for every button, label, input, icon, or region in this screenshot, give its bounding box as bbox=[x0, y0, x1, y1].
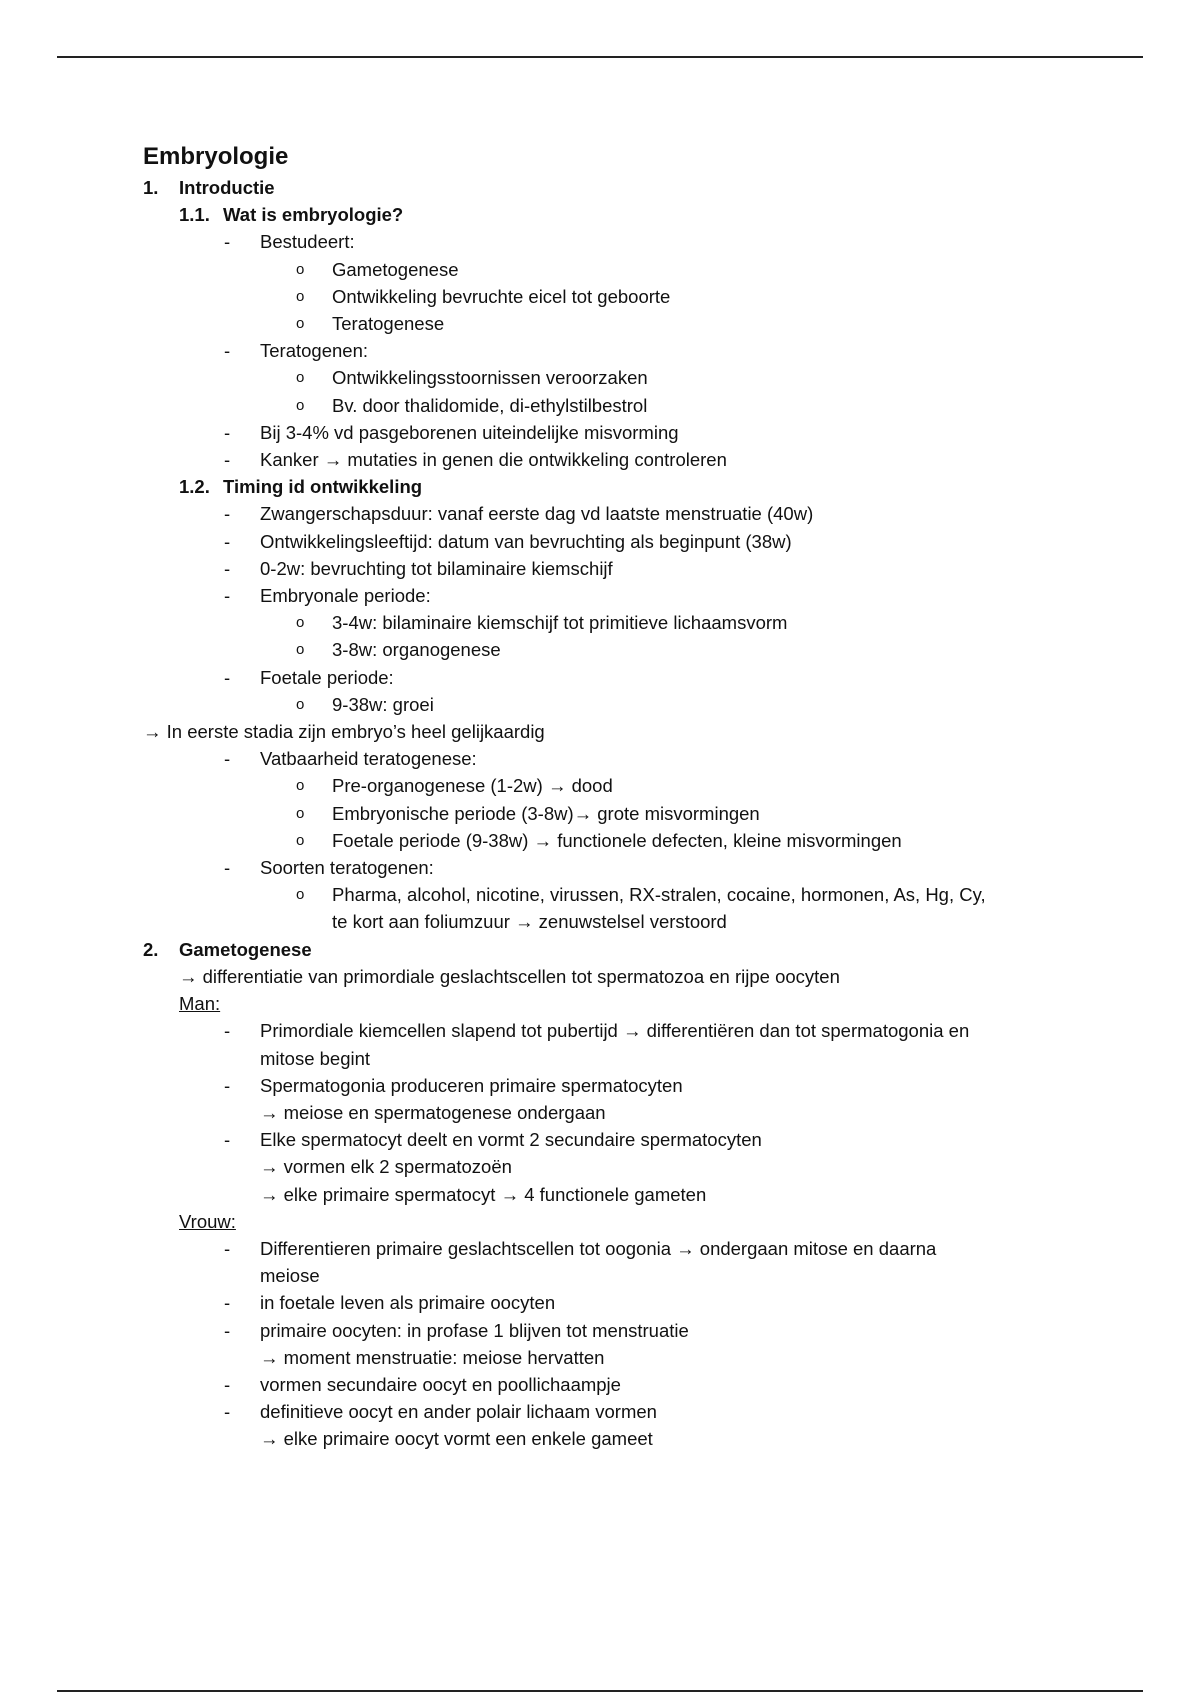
page-title: Embryologie bbox=[143, 143, 289, 170]
dash-bullet-icon: - bbox=[224, 530, 231, 552]
list-item: - Bestudeert: bbox=[143, 228, 1083, 255]
circle-bullet-icon: o bbox=[296, 695, 305, 713]
list-item-continuation: → meiose en spermatogenese ondergaan bbox=[260, 1101, 606, 1123]
list-item-continuation: meiose bbox=[260, 1265, 320, 1287]
circle-bullet-icon: o bbox=[296, 260, 305, 278]
dash-bullet-icon: - bbox=[224, 503, 231, 525]
list-item: - Elke spermatocyt deelt en vormt 2 secundaire spermatocyten bbox=[143, 1126, 1083, 1153]
section-2-intro: → differentiatie van primordiale geslachtscellen tot spermatozoa en rijpe oocyten bbox=[179, 965, 840, 987]
list-item: o Gametogenese bbox=[143, 256, 1083, 283]
circle-bullet-icon: o bbox=[296, 886, 305, 904]
list-item: o Teratogenese bbox=[143, 310, 1083, 337]
circle-bullet-icon: o bbox=[296, 777, 305, 795]
dash-bullet-icon: - bbox=[224, 231, 231, 253]
list-item: - Soorten teratogenen: bbox=[143, 854, 1083, 881]
circle-bullet-icon: o bbox=[296, 315, 305, 333]
list-item: - Differentieren primaire geslachtscellen tot oogonia → ondergaan mitose en daarna bbox=[143, 1235, 1083, 1262]
dash-bullet-icon: - bbox=[224, 1237, 231, 1259]
subheading-vrouw: Vrouw: bbox=[179, 1210, 236, 1232]
circle-bullet-icon: o bbox=[296, 369, 305, 387]
dash-bullet-icon: - bbox=[224, 1373, 231, 1395]
section-1-2-number: 1.2. bbox=[179, 476, 210, 498]
list-item: o Pre-organogenese (1-2w) → dood bbox=[143, 772, 1083, 799]
list-item: - 0-2w: bevruchting tot bilaminaire kiemschijf bbox=[143, 555, 1083, 582]
section-1-1-title: Wat is embryologie? bbox=[223, 204, 404, 226]
section-1-2-heading bbox=[143, 473, 1083, 500]
section-1-title: Introductie bbox=[179, 177, 275, 198]
circle-bullet-icon: o bbox=[296, 641, 305, 659]
list-item: - primaire oocyten: in profase 1 blijven tot menstruatie bbox=[143, 1317, 1083, 1344]
dash-bullet-icon: - bbox=[224, 1292, 231, 1314]
list-item-continuation: → vormen elk 2 spermatozoën bbox=[260, 1156, 512, 1178]
list-item: o Pharma, alcohol, nicotine, virussen, RX-stralen, cocaine, hormonen, As, Hg, Cy, bbox=[143, 881, 1083, 908]
list-item: - Foetale periode: bbox=[143, 664, 1083, 691]
list-item: - Primordiale kiemcellen slapend tot pubertijd → differentiëren dan tot spermatogonia en bbox=[143, 1017, 1083, 1044]
list-item: - in foetale leven als primaire oocyten bbox=[143, 1289, 1083, 1316]
section-1-1-heading bbox=[143, 201, 1083, 228]
dash-bullet-icon: - bbox=[224, 585, 231, 607]
subheading-man: Man: bbox=[179, 993, 221, 1015]
list-item: o Ontwikkeling bevruchte eicel tot geboorte bbox=[143, 283, 1083, 310]
footer-rule bbox=[57, 1690, 1143, 1692]
dash-bullet-icon: - bbox=[224, 748, 231, 770]
dash-bullet-icon: - bbox=[224, 449, 231, 471]
list-item: o Ontwikkelingsstoornissen veroorzaken bbox=[143, 364, 1083, 391]
dash-bullet-icon: - bbox=[224, 857, 231, 879]
document-body bbox=[143, 140, 1083, 1453]
dash-bullet-icon: - bbox=[224, 340, 231, 362]
list-item: - Bij 3-4% vd pasgeborenen uiteindelijke misvorming bbox=[143, 419, 1083, 446]
list-item: o Foetale periode (9-38w) → functionele defecten, kleine misvormingen bbox=[143, 827, 1083, 854]
list-item-continuation: te kort aan foliumzuur → zenuwstelsel verstoord bbox=[332, 911, 727, 933]
list-item: - Teratogenen: bbox=[143, 337, 1083, 364]
list-item: - Kanker → mutaties in genen die ontwikkeling controleren bbox=[143, 446, 1083, 473]
header-rule bbox=[57, 56, 1143, 58]
section-2-title: Gametogenese bbox=[179, 938, 312, 960]
dash-bullet-icon: - bbox=[224, 1074, 231, 1096]
section-2-number: 2. bbox=[143, 938, 159, 960]
list-item-continuation: → elke primaire oocyt vormt een enkele gameet bbox=[260, 1428, 653, 1450]
list-item: o 9-38w: groei bbox=[143, 691, 1083, 718]
list-item: - Zwangerschapsduur: vanaf eerste dag vd laatste menstruatie (40w) bbox=[143, 500, 1083, 527]
list-item: - Vatbaarheid teratogenese: bbox=[143, 745, 1083, 772]
list-item-continuation: mitose begint bbox=[260, 1047, 371, 1069]
list-item: - definitieve oocyt en ander polair lichaam vormen bbox=[143, 1398, 1083, 1425]
list-item-continuation: → elke primaire spermatocyt → 4 functionele gameten bbox=[260, 1183, 707, 1205]
list-item: o 3-4w: bilaminaire kiemschijf tot primitieve lichaamsvorm bbox=[143, 609, 1083, 636]
circle-bullet-icon: o bbox=[296, 614, 305, 632]
dash-bullet-icon: - bbox=[224, 1401, 231, 1423]
list-item: - Embryonale periode: bbox=[143, 582, 1083, 609]
dash-bullet-icon: - bbox=[224, 666, 231, 688]
note-line: → In eerste stadia zijn embryo’s heel gelijkaardig bbox=[143, 721, 545, 743]
section-1-2-title: Timing id ontwikkeling bbox=[223, 476, 423, 498]
list-item: - Spermatogonia produceren primaire spermatocyten bbox=[143, 1072, 1083, 1099]
list-item-continuation: → moment menstruatie: meiose hervatten bbox=[260, 1346, 605, 1368]
section-1-heading bbox=[143, 174, 1083, 201]
dash-bullet-icon: - bbox=[224, 1319, 231, 1341]
list-item: - Ontwikkelingsleeftijd: datum van bevruchting als beginpunt (38w) bbox=[143, 528, 1083, 555]
circle-bullet-icon: o bbox=[296, 831, 305, 849]
circle-bullet-icon: o bbox=[296, 804, 305, 822]
section-1-1-number: 1.1. bbox=[179, 204, 210, 226]
list-item: o Embryonische periode (3-8w)→ grote misvormingen bbox=[143, 800, 1083, 827]
list-item: - vormen secundaire oocyt en poollichaampje bbox=[143, 1371, 1083, 1398]
section-2-heading bbox=[143, 936, 1083, 963]
list-item: o Bv. door thalidomide, di-ethylstilbestrol bbox=[143, 392, 1083, 419]
circle-bullet-icon: o bbox=[296, 396, 305, 414]
dash-bullet-icon: - bbox=[224, 1129, 231, 1151]
list-item: o 3-8w: organogenese bbox=[143, 636, 1083, 663]
dash-bullet-icon: - bbox=[224, 1020, 231, 1042]
section-1-number: 1. bbox=[143, 177, 159, 198]
circle-bullet-icon: o bbox=[296, 287, 305, 305]
dash-bullet-icon: - bbox=[224, 557, 231, 579]
dash-bullet-icon: - bbox=[224, 421, 231, 443]
